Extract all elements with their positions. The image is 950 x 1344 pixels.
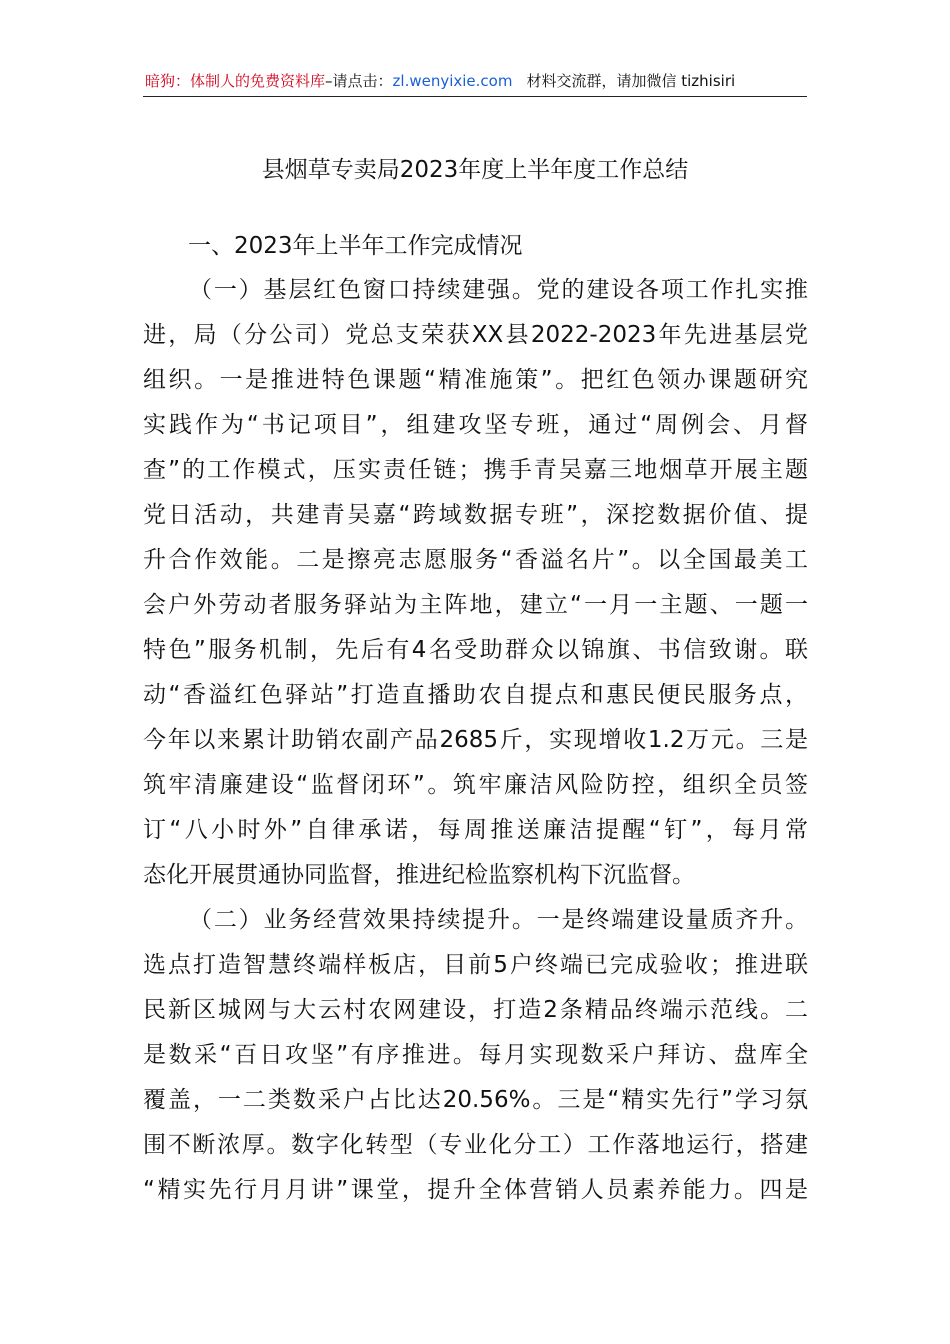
document-body [143, 268, 808, 1213]
body-line: 是数采“百日攻坚”有序推进。每月实现数采户拜访、盘库全 [143, 1042, 808, 1068]
body-line: 民新区城网与大云村农网建设，打造2条精品终端示范线。二 [143, 997, 808, 1023]
body-line: 组织。一是推进特色课题“精准施策”。把红色领办课题研究 [143, 367, 808, 393]
body-line: 党日活动，共建青吴嘉“跨域数据专班”，深挖数据价值、提 [143, 502, 808, 528]
body-line: 围不断浓厚。数字化转型（专业化分工）工作落地运行，搭建 [143, 1132, 808, 1158]
header-divider [143, 96, 807, 97]
section-heading: 一、2023年上半年工作完成情况 [188, 233, 523, 259]
body-line: 升合作效能。二是擦亮志愿服务“香溢名片”。以全国最美工 [143, 547, 808, 573]
page-header [145, 68, 807, 94]
body-line: 会户外劳动者服务驿站为主阵地，建立“一月一主题、一题一 [143, 592, 808, 618]
body-line: 进，局（分公司）党总支荣获XX县2022-2023年先进基层党 [143, 322, 808, 348]
body-line: 筑牢清廉建设“监督闭环”。筑牢廉洁风险防控，组织全员签 [143, 772, 808, 798]
body-line: （二）业务经营效果持续提升。一是终端建设量质齐升。 [189, 907, 808, 933]
document-title: 县烟草专卖局2023年度上半年度工作总结 [261, 157, 689, 183]
body-line: （一）基层红色窗口持续建强。党的建设各项工作扎实推 [189, 277, 808, 303]
body-line: 查”的工作模式，压实责任链；携手青吴嘉三地烟草开展主题 [143, 457, 808, 483]
body-line: 订“八小时外”自律承诺，每周推送廉洁提醒“钉”，每月常 [143, 817, 808, 843]
body-line: 今年以来累计助销农副产品2685斤，实现增收1.2万元。三是 [143, 727, 808, 753]
body-line: 覆盖，一二类数采户占比达20.56%。三是“精实先行”学习氛 [143, 1087, 808, 1113]
body-line: 特色”服务机制，先后有4名受助群众以锦旗、书信致谢。联 [143, 637, 808, 663]
header-promo-text: 暗狗：体制人的免费资料库 [145, 72, 326, 90]
header-website-link[interactable]: zl.wenyixie.com [392, 72, 513, 90]
body-line: “精实先行月月讲”课堂，提升全体营销人员素养能力。四是 [143, 1177, 808, 1203]
body-line: 实践作为“书记项目”，组建攻坚专班，通过“周例会、月督 [143, 412, 808, 438]
header-separator-text: –请点击： [325, 72, 393, 90]
body-line: 态化开展贯通协同监督，推进纪检监察机构下沉监督。 [143, 862, 695, 888]
body-line: 选点打造智慧终端样板店，目前5户终端已完成验收；推进联 [143, 952, 808, 978]
body-line: 动“香溢红色驿站”打造直播助农自提点和惠民便民服务点， [143, 682, 808, 708]
header-wechat-text: 材料交流群，请加微信 tizhisiri [526, 72, 736, 90]
